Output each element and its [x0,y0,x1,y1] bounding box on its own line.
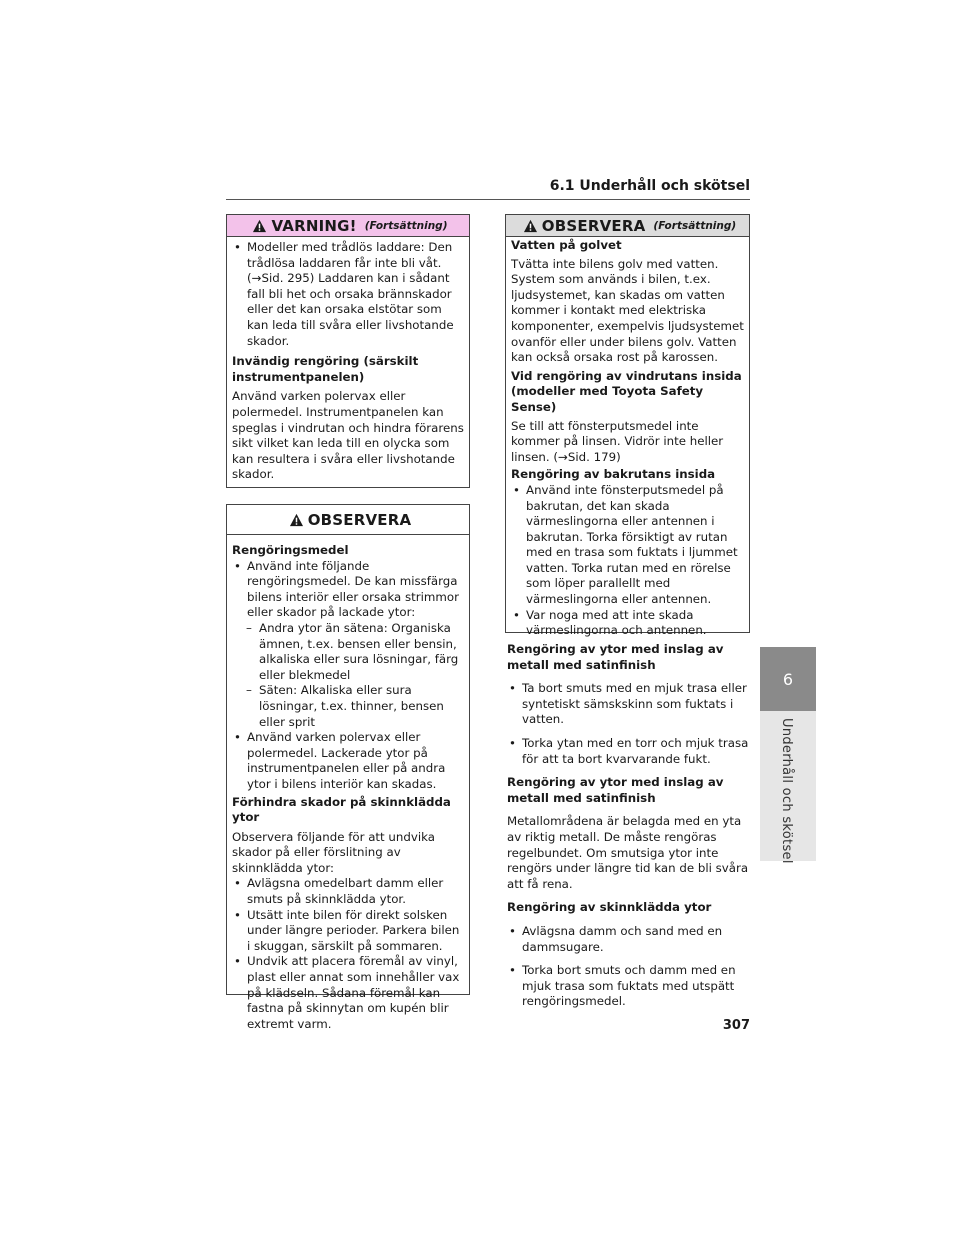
body-bullet: • Torka ytan med en torr och mjuk trasa för att ta bort kvarvarande fukt. [507,736,750,767]
warning-icon [289,513,304,527]
warning-icon [523,219,538,233]
section-header: 6.1 Underhåll och skötsel [549,178,750,194]
warning-title: VARNING! [271,216,357,235]
notice-heading: Vatten på golvet [511,238,622,252]
notice-bullet: • Använd inte fönsterputsmedel på bakrutan, det kan skada värmeslingorna eller antennen i bakrutan. Torka försiktigt av rutan med en trasa som fuktats i ljummet vatten. Torka rutan med en rörelse som löper parallellt med värmeslingorna eller antennen. [511,483,744,608]
page-number: 307 [722,1018,750,1033]
notice-title-left: OBSERVERA [307,510,412,529]
warning-title-bar [227,215,469,237]
body-bullet: • Avlägsna damm och sand med en dammsugare. [507,924,750,955]
notice-dash-item: – Andra ytor än sätena: Organiska ämnen, t.ex. bensen eller bensin, alkaliska eller sura lösningar, färg eller blekmedel [232,621,464,683]
notice-bullet: • Använd varken polervax eller polermedel. Lackerade ytor på instrumentpanelen eller på andra ytor i bilens interiör kan skadas. [232,730,464,792]
warning-icon [252,219,267,233]
notice-box-right [505,214,750,638]
notice-heading: Rengöringsmedel [232,543,349,557]
notice-heading: Förhindra skador på skinnklädda ytor [232,794,451,825]
notice-paragraph: Tvätta inte bilens golv med vatten. System som används i bilen, t.ex. ljudsystemet, kan skadas om vatten kommer i kontakt med elektriska komponenter, exempelvis ljudsystemet ovanför eller under bilens golv. Vatten kan också orsaka rost på karossen. [511,256,744,365]
warning-heading: Invändig rengöring (särskilt instrumentpanelen) [232,354,419,384]
notice-paragraph: Observera följande för att undvika skador på eller förslitning av skinnklädda ytor: [232,829,435,875]
notice-bullet: • Använd inte följande rengöringsmedel. De kan missfärga bilens interiör eller orsaka strimmor eller skador på lackade ytor: [232,559,464,621]
warning-paragraph: Använd varken polervax eller polermedel. Instrumentpanelen kan speglas i vindrutan och hindra förarens sikt vilket kan leda till en olycka som kan resultera i svåra eller livshotande skador. [232,389,464,482]
chapter-tab-number: 6 [760,647,816,711]
notice-dash-item: – Säten: Alkaliska eller sura lösningar, t.ex. thinner, bensen eller sprit [232,683,464,730]
notice-subtitle-right: (Fortsättning) [653,219,737,232]
section-heading: Rengöring av ytor med inslag av metall med satinfinish [507,775,724,805]
notice-title-bar-right [506,215,749,237]
right-column-text [507,642,750,1010]
notice-bullet: • Var noga med att inte skada värmeslingorna och antennen. [511,608,744,639]
warning-subtitle: (Fortsättning) [364,219,448,232]
notice-heading: Vid rengöring av vindrutans insida (modeller med Toyota Safety Sense) [511,368,742,414]
body-paragraph: Metallområdena är belagda med en yta av riktig metall. De måste rengöras regelbundet. Om smutsiga ytor inte rengörs under längre tid kan de bli svåra att få rena. [507,814,749,891]
notice-bullet: • Avlägsna omedelbart damm eller smuts på skinnklädda ytor. [232,876,464,907]
warning-bullet: • Modeller med trådlös laddare: Den trådlösa laddaren får inte bli våt. (→Sid. 295) Laddaren kan i sådant fall bli het och orsaka brännskador eller det kan orsaka elstötar som kan leda till svåra eller livshotande skador. [232,240,464,349]
header-rule [226,199,750,200]
notice-paragraph: Se till att fönsterputsmedel inte kommer på linsen. Vidrör inte heller linsen. (→Sid. 179) [511,418,724,464]
notice-title-bar-left [227,505,469,535]
section-heading: Rengöring av ytor med inslag av metall med satinfinish [507,642,724,672]
body-bullet: • Torka bort smuts och damm med en mjuk trasa som fuktats med utspätt rengöringsmedel. [507,963,750,1010]
notice-heading: Rengöring av bakrutans insida [511,467,716,482]
notice-bullet: • Undvik att placera föremål av vinyl, plast eller annat som innehåller vax på klädseln. Sådana föremål kan fastna på skinnytan om kupén blir extremt varm. [232,954,464,1032]
notice-bullet: • Utsätt inte bilen för direkt solsken under längre perioder. Parkera bilen i skuggan, särskilt på sommaren. [232,908,464,955]
notice-box-left [226,504,470,1031]
chapter-tab-label: Underhåll och skötsel [779,718,794,864]
section-heading: Rengöring av skinnklädda ytor [507,900,712,915]
notice-title-right: OBSERVERA [541,216,646,235]
body-bullet: • Ta bort smuts med en mjuk trasa eller syntetiskt sämskskinn som fuktats i vatten. [507,681,750,728]
warning-box [226,214,470,488]
